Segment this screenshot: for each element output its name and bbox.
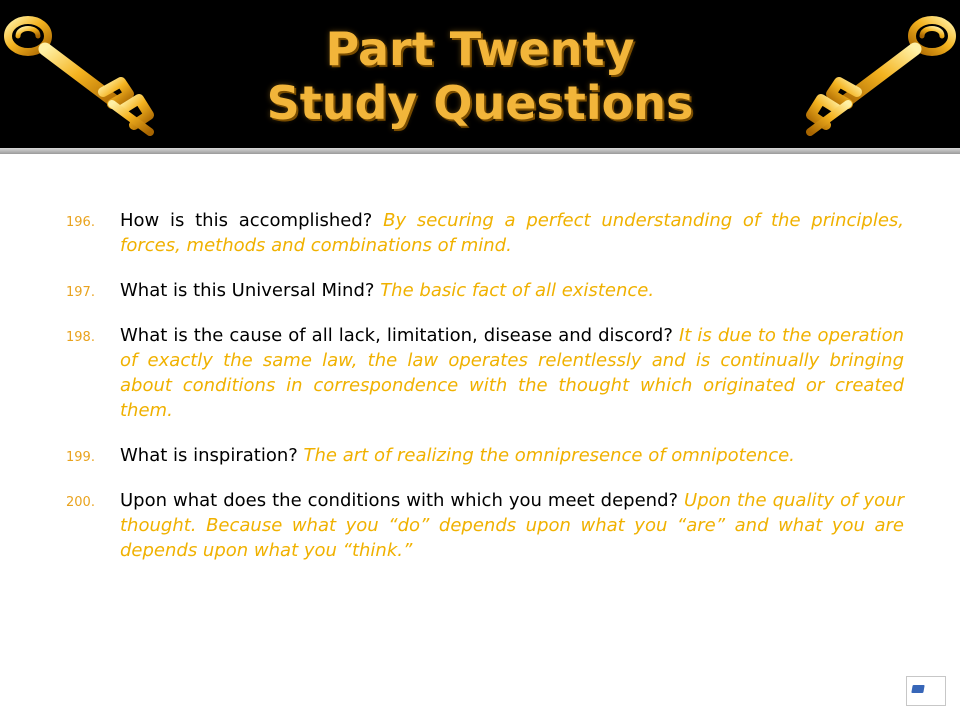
answer-text: It is due to the operation of exactly the same law, the law operates relentlessly and is continually bringing about conditions in correspondence with the thought which originated or created them. — [120, 325, 904, 421]
question-text: What is this Universal Mind? — [120, 280, 375, 301]
question-item — [66, 323, 904, 423]
question-text: What is the cause of all lack, limitation, disease and discord? — [120, 325, 673, 346]
question-number: 197. — [66, 285, 95, 300]
question-item — [66, 443, 904, 468]
logo-mark-icon — [911, 685, 924, 693]
slide-content — [0, 154, 960, 720]
question-item — [66, 488, 904, 563]
question-item — [66, 278, 904, 303]
title-line-2: Study Questions — [266, 76, 694, 130]
question-item — [66, 208, 904, 258]
question-text: What is inspiration? — [120, 445, 298, 466]
answer-text: The art of realizing the omnipresence of omnipotence. — [303, 445, 795, 466]
answer-text: By securing a perfect understanding of the principles, forces, methods and combinations of mind. — [120, 210, 904, 256]
question-number: 198. — [66, 330, 95, 345]
study-questions-list — [66, 208, 904, 583]
answer-text: The basic fact of all existence. — [380, 280, 655, 301]
slide-header — [0, 0, 960, 150]
question-number: 200. — [66, 495, 95, 510]
answer-text: Upon the quality of your thought. Because what you “do” depends upon what you “are” and what you are depends upon what you “think.” — [120, 490, 904, 561]
publisher-logo — [906, 676, 946, 706]
golden-key-icon — [770, 8, 960, 148]
question-number: 196. — [66, 215, 95, 230]
question-number: 199. — [66, 450, 95, 465]
question-text: How is this accomplished? — [120, 210, 373, 231]
question-text: Upon what does the conditions with which you meet depend? — [120, 490, 679, 511]
title-line-1: Part Twenty — [325, 22, 635, 76]
